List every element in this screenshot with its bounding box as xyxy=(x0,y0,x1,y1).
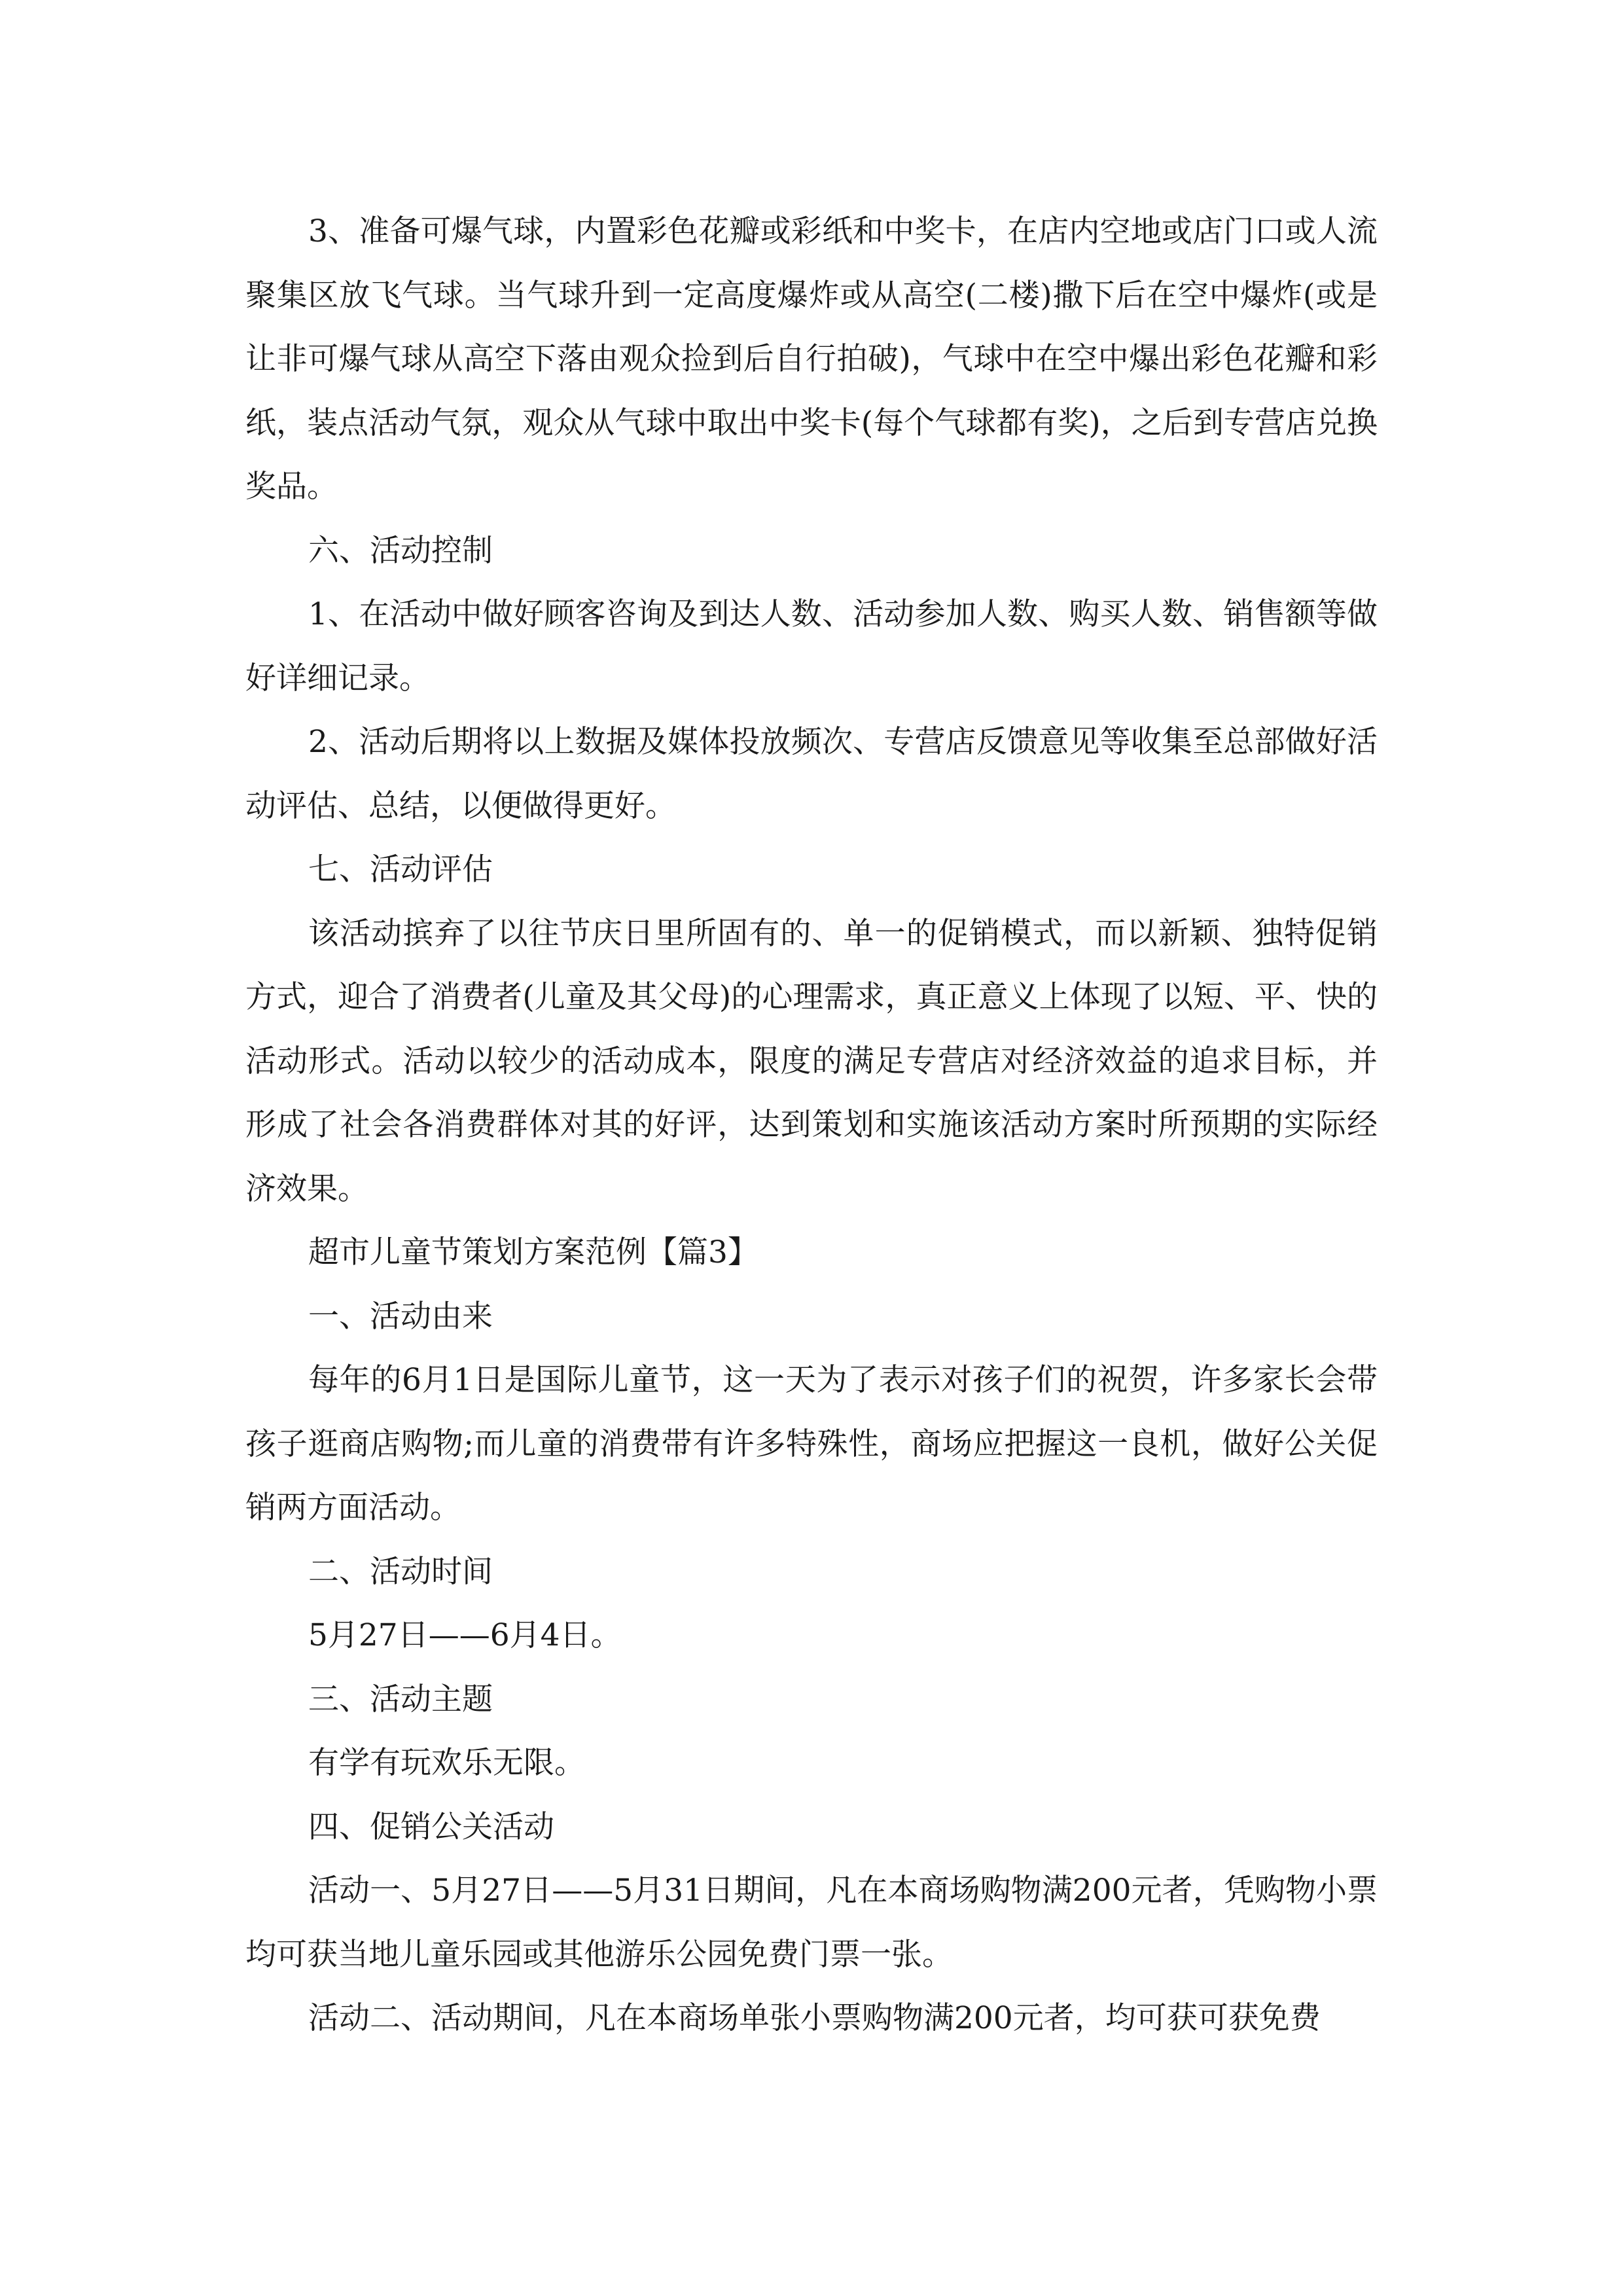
paragraph-balloon-activity: 3、准备可爆气球，内置彩色花瓣或彩纸和中奖卡，在店内空地或店门口或人流聚集区放飞气球。当气球升到一定高度爆炸或从高空(二楼)撒下后在空中爆炸(或是让非可爆气球从高空下落由观众捡到后自行拍破)，气球中在空中爆出彩色花瓣和彩纸，装点活动气氛，观众从气球中取出中奖卡(每个气球都有奖)，之后到专营店兑换奖品。 xyxy=(245,213,1378,505)
heading-promotion-pr: 四、促销公关活动 xyxy=(308,1808,554,1845)
paragraph-control-1: 1、在活动中做好顾客咨询及到达人数、活动参加人数、购买人数、销售额等做好详细记录。 xyxy=(245,596,1378,696)
document-body xyxy=(245,200,1378,2051)
heading-activity-origin: 一、活动由来 xyxy=(308,1298,493,1335)
heading-activity-theme: 三、活动主题 xyxy=(308,1681,493,1717)
paragraph-evaluation: 该活动摈弃了以往节庆日里所固有的、单一的促销模式，而以新颖、独特促销方式，迎合了消费者(儿童及其父母)的心理需求，真正意义上体现了以短、平、快的活动形式。活动以较少的活动成本，限度的满足专营店对经济效益的追求目标，并形成了社会各消费群体对其的好评，达到策划和实施该活动方案时所预期的实际经济效果。 xyxy=(245,915,1378,1207)
heading-activity-time: 二、活动时间 xyxy=(308,1553,493,1590)
heading-plan-3-title: 超市儿童节策划方案范例【篇3】 xyxy=(308,1234,758,1270)
paragraph-activity-1: 活动一、5月27日——5月31日期间，凡在本商场购物满200元者，凭购物小票均可获当地儿童乐园或其他游乐公园免费门票一张。 xyxy=(245,1873,1378,1973)
heading-activity-control: 六、活动控制 xyxy=(308,532,493,569)
paragraph-theme: 有学有玩欢乐无限。 xyxy=(308,1745,585,1781)
paragraph-activity-2: 活动二、活动期间，凡在本商场单张小票购物满200元者，均可获可获免费 xyxy=(308,2000,1321,2036)
paragraph-time: 5月27日——6月4日。 xyxy=(308,1617,622,1653)
paragraph-origin: 每年的6月1日是国际儿童节，这一天为了表示对孩子们的祝贺，许多家长会带孩子逛商店购物;而儿童的消费带有许多特殊性，商场应把握这一良机，做好公关促销两方面活动。 xyxy=(245,1362,1378,1526)
heading-activity-evaluation: 七、活动评估 xyxy=(308,852,493,888)
paragraph-control-2: 2、活动后期将以上数据及媒体投放频次、专营店反馈意见等收集至总部做好活动评估、总结，以便做得更好。 xyxy=(245,724,1378,824)
